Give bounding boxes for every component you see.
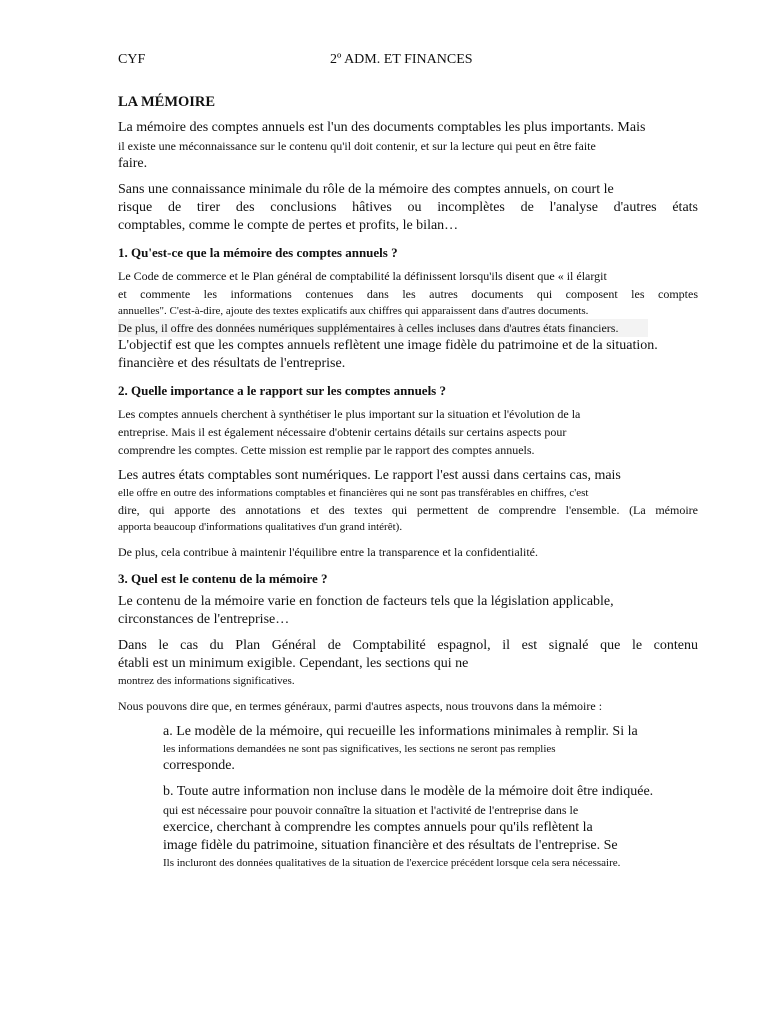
text-line: comprendre les comptes. Cette mission est remplie par le rapport des comptes annuels.	[118, 443, 535, 457]
section-2-paragraph-3	[118, 543, 698, 561]
page-header	[118, 52, 698, 70]
text-line: b. Toute autre information non incluse dans le modèle de la mémoire doit être indiquée.	[163, 784, 654, 799]
text-line: annuelles". C'est-à-dire, ajoute des textes explicatifs aux chiffres qui apparaissent dans d'autres documents.	[118, 305, 589, 317]
intro-paragraph-2	[118, 181, 698, 235]
section-1-title: 1. Qu'est-ce que la mémoire des comptes annuels ?	[118, 245, 398, 260]
text-line: financière et des résultats de l'entreprise.	[118, 356, 346, 371]
text-line: exercice, cherchant à comprendre les comptes annuels pour qu'ils reflètent la	[163, 820, 593, 835]
text-line: Nous pouvons dire que, en termes généraux, parmi d'autres aspects, nous trouvons dans la mémoire :	[118, 699, 603, 713]
text-line: Le contenu de la mémoire varie en fonction de facteurs tels que la législation applicable,	[118, 594, 614, 609]
text-line: risque de tirer des conclusions hâtives ou incomplètes de l'analyse d'autres états	[118, 200, 698, 215]
text-line: De plus, cela contribue à maintenir l'équilibre entre la transparence et la confidentialité.	[118, 545, 538, 559]
text-line: qui est nécessaire pour pouvoir connaître la situation et l'activité de l'entreprise dans le	[163, 803, 579, 817]
text-line: La mémoire des comptes annuels est l'un des documents comptables les plus importants. Mais	[118, 120, 646, 135]
list-item-a	[163, 723, 698, 775]
text-line: Sans une connaissance minimale du rôle de la mémoire des comptes annuels, on court le	[118, 182, 614, 197]
text-line: dire, qui apporte des annotations et des textes qui permettent de comprendre l'ensemble. (La mémoire	[118, 503, 698, 517]
text-line: elle offre en outre des informations comptables et financières qui ne sont pas transférables en chiffres, c'est	[118, 487, 589, 499]
section-3-paragraph-2	[118, 637, 698, 689]
text-line: Les autres états comptables sont numériques. Le rapport l'est aussi dans certains cas, mais	[118, 468, 621, 483]
section-2-paragraph-2	[118, 467, 698, 535]
list-item-b	[163, 783, 698, 871]
text-line: comptables, comme le compte de pertes et profits, le bilan…	[118, 218, 459, 233]
section-2-paragraph-1	[118, 405, 698, 459]
section-2-title: 2. Quelle importance a le rapport sur les comptes annuels ?	[118, 383, 446, 398]
text-line: corresponde.	[163, 758, 235, 773]
section-3-title: 3. Quel est le contenu de la mémoire ?	[118, 571, 328, 586]
header-left: CYF	[118, 52, 146, 67]
text-line: il existe une méconnaissance sur le contenu qu'il doit contenir, et sur la lecture qui peut en être faite	[118, 139, 596, 153]
text-line: établi est un minimum exigible. Cependant, les sections qui ne	[118, 656, 469, 671]
text-line-highlighted: De plus, il offre des données numériques supplémentaires à celles incluses dans d'autres états financiers.	[118, 319, 648, 337]
text-line: Ils incluront des données qualitatives de la situation de l'exercice précédent lorsque cela sera nécessaire.	[163, 857, 621, 869]
text-line: Le Code de commerce et le Plan général de comptabilité la définissent lorsqu'ils disent que « il élargit	[118, 269, 607, 283]
text-line: image fidèle du patrimoine, situation financière et des résultats de l'entreprise. Se	[163, 838, 618, 853]
header-right: 2º ADM. ET FINANCES	[330, 52, 473, 67]
text-line: les informations demandées ne sont pas significatives, les sections ne seront pas remplies	[163, 743, 556, 755]
text-line: et commente les informations contenues dans les autres documents qui composent les comptes	[118, 287, 698, 301]
text-line: L'objectif est que les comptes annuels reflètent une image fidèle du patrimoine et de la situation.	[118, 338, 658, 353]
section-3-paragraph-1	[118, 593, 698, 629]
text-line: circonstances de l'entreprise…	[118, 612, 290, 627]
text-line: faire.	[118, 156, 148, 171]
text-line: Les comptes annuels cherchent à synthétiser le plus important sur la situation et l'évolution de la	[118, 407, 581, 421]
text-line: a. Le modèle de la mémoire, qui recueille les informations minimales à remplir. Si la	[163, 724, 638, 739]
document-page	[118, 52, 698, 879]
text-line: entreprise. Mais il est également nécessaire d'obtenir certains détails sur certains aspects pour	[118, 425, 567, 439]
section-3-paragraph-3	[118, 697, 698, 715]
text-line: Dans le cas du Plan Général de Comptabilité espagnol, il est signalé que le contenu	[118, 638, 698, 653]
section-1-paragraph	[118, 267, 698, 373]
intro-paragraph-1	[118, 119, 698, 173]
text-line: montrez des informations significatives.	[118, 675, 295, 687]
text-line: apporta beaucoup d'informations qualitatives d'un grand intérêt).	[118, 521, 403, 533]
document-title: LA MÉMOIRE	[118, 94, 216, 110]
